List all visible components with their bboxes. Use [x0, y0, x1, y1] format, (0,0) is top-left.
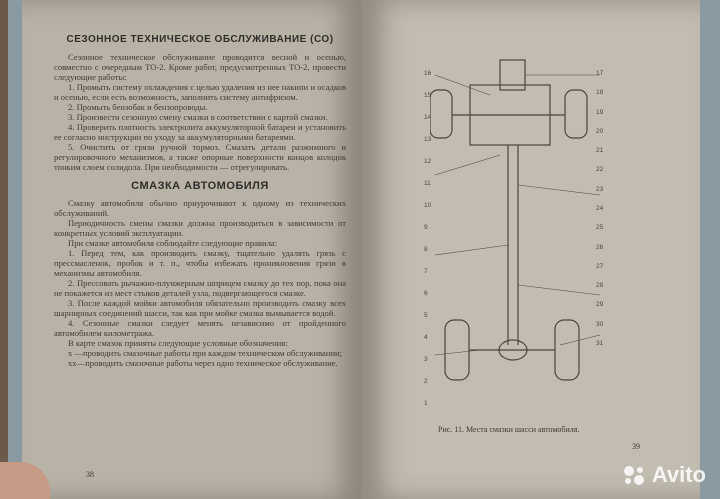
figure-caption: Рис. 11. Места смазки шасси автомобиля.: [438, 425, 580, 434]
left-page-text: [54, 34, 346, 368]
diagram-label: 27: [596, 262, 604, 270]
diagram-label: 17: [596, 70, 604, 77]
front-right-wheel: [565, 90, 587, 138]
diagram-label: 9: [424, 224, 428, 231]
avito-logo-icon: [622, 464, 648, 486]
diagram-label: 24: [596, 205, 604, 212]
diagram-label: 11: [424, 180, 431, 187]
diagram-label: 20: [596, 127, 604, 135]
diagram-label: 10: [424, 202, 432, 209]
paragraph: 1. Перед тем, как производить смазку, тщательно удалять грязь с прессмасленок, пробок и т. п., чтобы избежать проникновения грязи в механизмы автомобиля.: [54, 248, 346, 278]
diagram-label: 14: [424, 114, 432, 121]
paragraph: 5. Очистить от грязи ручной тормоз. Смазать детали разжимного и регулировочного механизмов, а также опорные поверхности концов колодок тонким слоем солидола. При необходимости — отрегулировать.: [54, 142, 346, 172]
diagram-label: 21: [596, 147, 604, 155]
heading-lubrication: СМАЗКА АВТОМОБИЛЯ: [131, 180, 269, 192]
diagram-label: 2: [424, 378, 428, 385]
paragraph: Сезонное техническое обслуживание проводится весной и осенью, совместно с очередным ТО-2. Кроме работ, предусмотренных ТО-2, провести следующие работы:: [54, 52, 346, 82]
chassis-diagram: [430, 55, 610, 415]
diagram-label: 4: [424, 334, 428, 341]
diagram-label: 3: [424, 356, 428, 363]
diagram-label: 13: [424, 136, 432, 143]
rear-right-wheel: [555, 320, 579, 380]
paragraph: 2. Промыть бензобак и бензопроводы.: [68, 102, 208, 112]
avito-watermark: [622, 462, 706, 488]
diagram-label: 26: [596, 243, 604, 251]
diagram-label: 8: [424, 246, 428, 253]
diagram-label: 15: [424, 92, 432, 99]
diagram-label: 28: [596, 282, 604, 290]
diagram-label: 6: [424, 290, 428, 297]
diagram-label: 1: [424, 400, 428, 407]
rear-left-wheel: [445, 320, 469, 380]
legend-item: х —проводить смазочные работы при каждом техническом обслуживании;: [68, 348, 343, 358]
legend-item: хх—проводить смазочные работы через одно техническое обслуживание.: [68, 358, 338, 368]
paragraph: 1. Промыть систему охлаждения с целью удаления из нее накипи и осадков и осенью, если есть возможность, заполнить систему антифризом.: [54, 82, 346, 102]
page-number-right: 39: [632, 442, 640, 451]
heading-seasonal-maintenance: СЕЗОННОЕ ТЕХНИЧЕСКОЕ ОБСЛУЖИВАНИЕ (СО): [66, 34, 334, 45]
page-number-left: 38: [86, 470, 94, 479]
paragraph: В карте смазок приняты следующие условные обозначения:: [68, 338, 288, 348]
diagram-label: 16: [424, 70, 432, 77]
diagram-label: 29: [596, 301, 604, 309]
paragraph: Периодичность смены смазки должна производиться в зависимости от конкретных условий эксплуатации.: [54, 218, 346, 238]
paragraph: При смазке автомобиля соблюдайте следующие правила:: [68, 238, 278, 248]
diagram-label: 18: [596, 89, 604, 97]
diagram-label: 5: [424, 312, 428, 319]
diagram-label: 31: [596, 340, 604, 347]
diagram-label: 7: [424, 268, 428, 275]
diagram-label: 12: [424, 158, 432, 165]
paragraph: 4. Сезонные смазки следует менять независимо от пройденного автомобилем километража.: [54, 318, 346, 338]
paragraph: 4. Проверить плотность электролита аккумуляторной батареи и установить ее согласно инструкции по уходу за аккумуляторными батареями.: [54, 122, 346, 142]
paragraph: Смазку автомобиля обычно приурочивают к одному из технических обслуживаний.: [54, 198, 346, 218]
diagram-label: 22: [596, 166, 604, 174]
diagram-label: 30: [596, 320, 604, 328]
diagram-label: 23: [596, 185, 604, 193]
diagram-label: 25: [596, 224, 604, 232]
paragraph: 3. Произвести сезонную смену смазки в соответствии с картой смазки.: [68, 112, 328, 122]
diagram-label: 19: [596, 108, 604, 116]
paragraph: 3. После каждой мойки автомобиля обязательно производить смазку всех шарнирных соединений шасси, так как при мойке смазка вымывается водой.: [54, 298, 346, 318]
front-left-wheel: [430, 90, 452, 138]
paragraph: 2. Прессовать рычажно-плунжерным шприцем смазку до тех пор, пока она не покажется из мест стыков деталей узла, подвергающегося смазке.: [54, 278, 346, 298]
watermark-text: Avito: [651, 462, 706, 487]
